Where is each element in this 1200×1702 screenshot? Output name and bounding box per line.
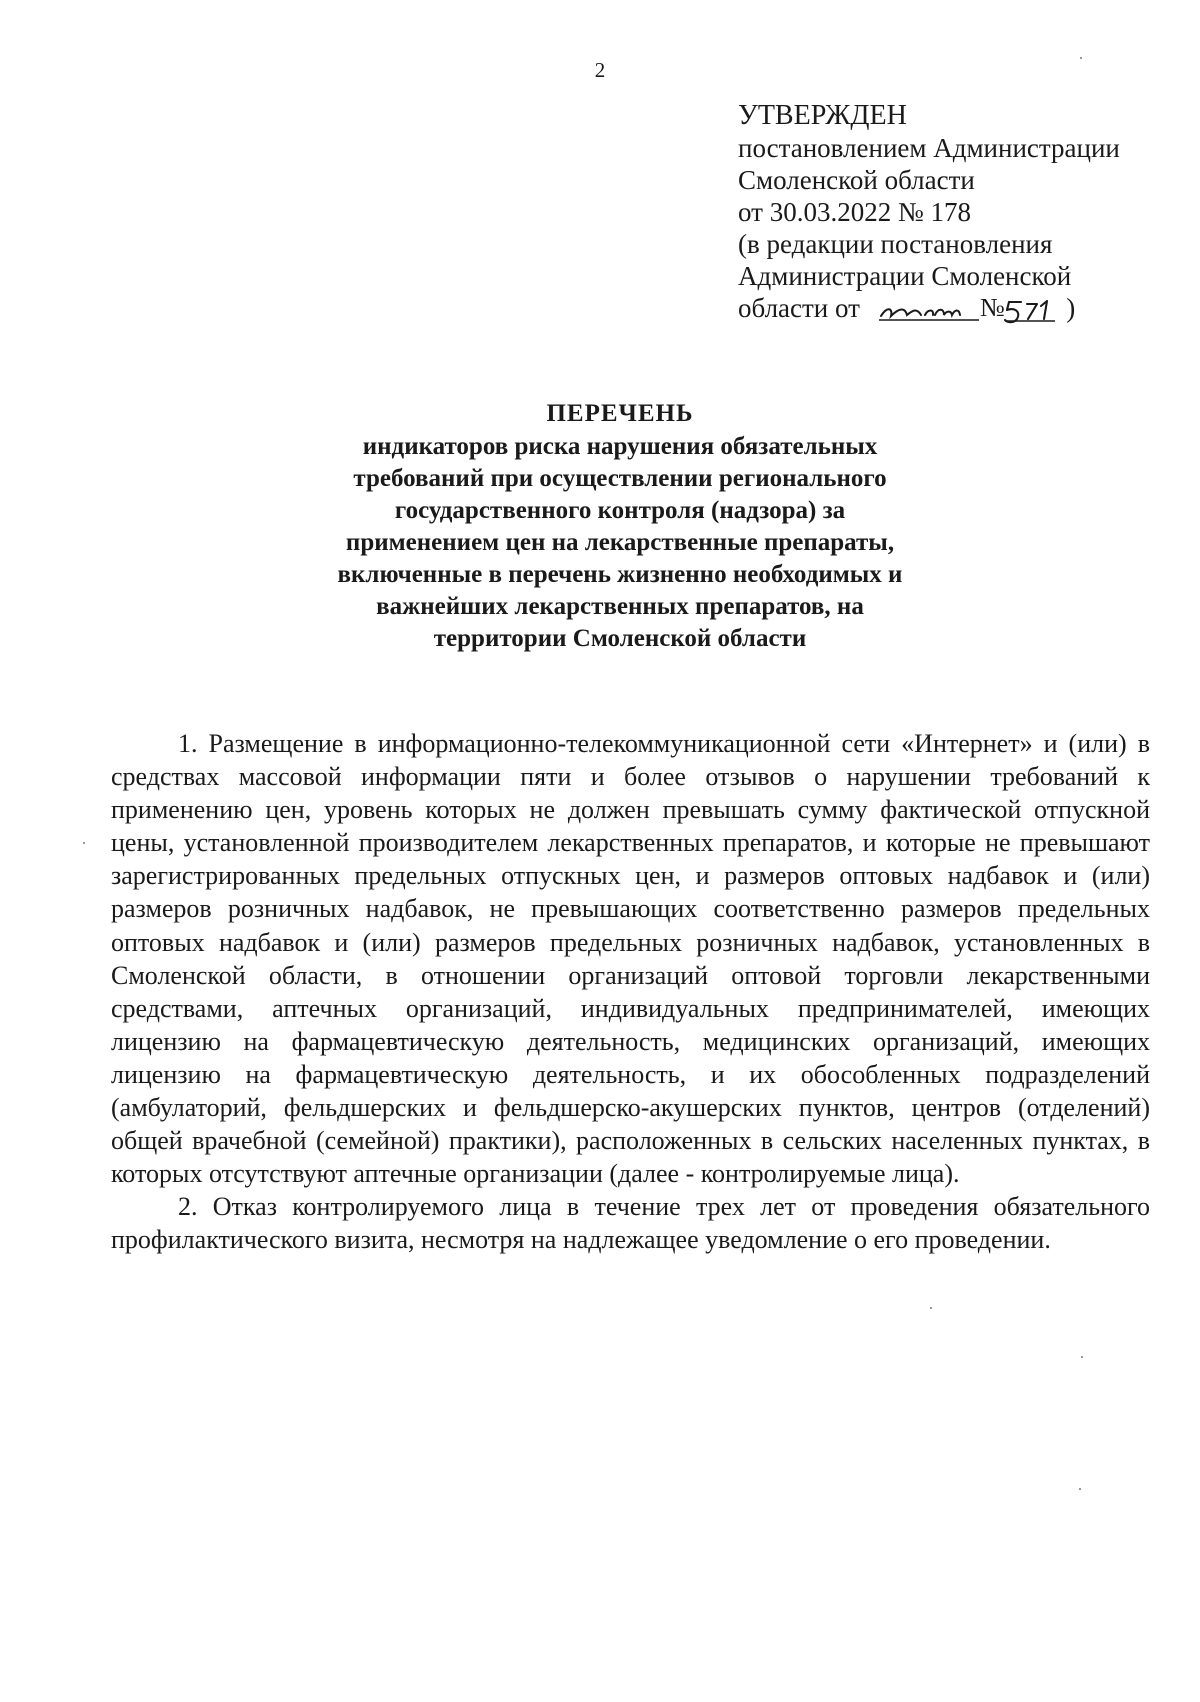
- title-line: включенные в перечень жизненно необходимых и: [337, 561, 903, 588]
- document-title: ПЕРЕЧЕНЬ: [546, 400, 694, 427]
- title-line: применением цен на лекарственные препараты,: [345, 529, 895, 556]
- approval-line: Администрации Смоленской: [738, 261, 1072, 291]
- title-line: требований при осуществлении регионального: [353, 465, 887, 492]
- scan-speck: [1079, 1488, 1081, 1490]
- approval-handwritten-line: [738, 292, 1120, 324]
- title-line: индикаторов риска нарушения обязательных: [362, 433, 878, 460]
- svg-text:№: №: [980, 294, 1006, 322]
- scan-speck: [930, 1307, 932, 1309]
- indicator-item-1: 1. Размещение в информационно-телекоммуникационной сети «Интернет» и (или) в средствах массовой информации пяти и более отзывов о нарушении требований к применению цен, уровень которых не должен превышать сумму фактической отпускной цены, установленной производителем лекарственных препаратов, и которые не превышают зарегистрированных предельных отпускных цен, и размеров оптовых надбавок и (или) размеров розничных надбавок, не превышающих соответственно размеров предельных оптовых надбавок и (или) размеров предельных розничных надбавок, установленных в Смоленской области, в отношении организаций оптовой торговли лекарственными средствами, аптечных организаций, индивидуальных предпринимателей, имеющих лицензию на фармацевтическую деятельность, медицинских организаций, имеющих лицензию на фармацевтическую деятельность, и их обособленных подразделений (амбулаторий, фельдшерских и фельдшерско-акушерских пунктов, центров (отделений) общей врачебной (семейной) практики), расположенных в сельских населенных пунктах, в которых отсутствуют аптечные организации (далее - контролируемые лица).: [111, 729, 1150, 1189]
- approval-line: от 30.03.2022 № 178: [738, 197, 971, 227]
- title-line: важнейших лекарственных препаратов, на: [376, 593, 864, 620]
- scan-speck: [1081, 1356, 1083, 1358]
- page-number: 2: [594, 58, 606, 82]
- title-line: территории Смоленской области: [433, 625, 807, 652]
- indicator-item-2: 2. Отказ контролируемого лица в течение трех лет от проведения обязательного профилактического визита, несмотря на надлежащее уведомление о его проведении.: [111, 1192, 1150, 1255]
- scan-speck: [83, 842, 85, 844]
- handwritten-date-number: [877, 294, 1059, 324]
- approval-last-suffix: ): [1066, 293, 1076, 323]
- title-line: государственного контроля (надзора) за: [394, 497, 846, 524]
- approval-line: Смоленской области: [738, 165, 975, 195]
- approval-stamp-block: [738, 100, 1120, 324]
- approval-last-prefix: области от: [738, 293, 867, 323]
- approval-line: (в редакции постановления: [738, 229, 1053, 259]
- scan-speck: [1080, 57, 1082, 59]
- approval-line: постановлением Администрации: [738, 133, 1120, 163]
- approval-heading: УТВЕРЖДЕН: [738, 100, 907, 131]
- document-body: [111, 727, 1150, 1257]
- document-title-block: [250, 398, 990, 655]
